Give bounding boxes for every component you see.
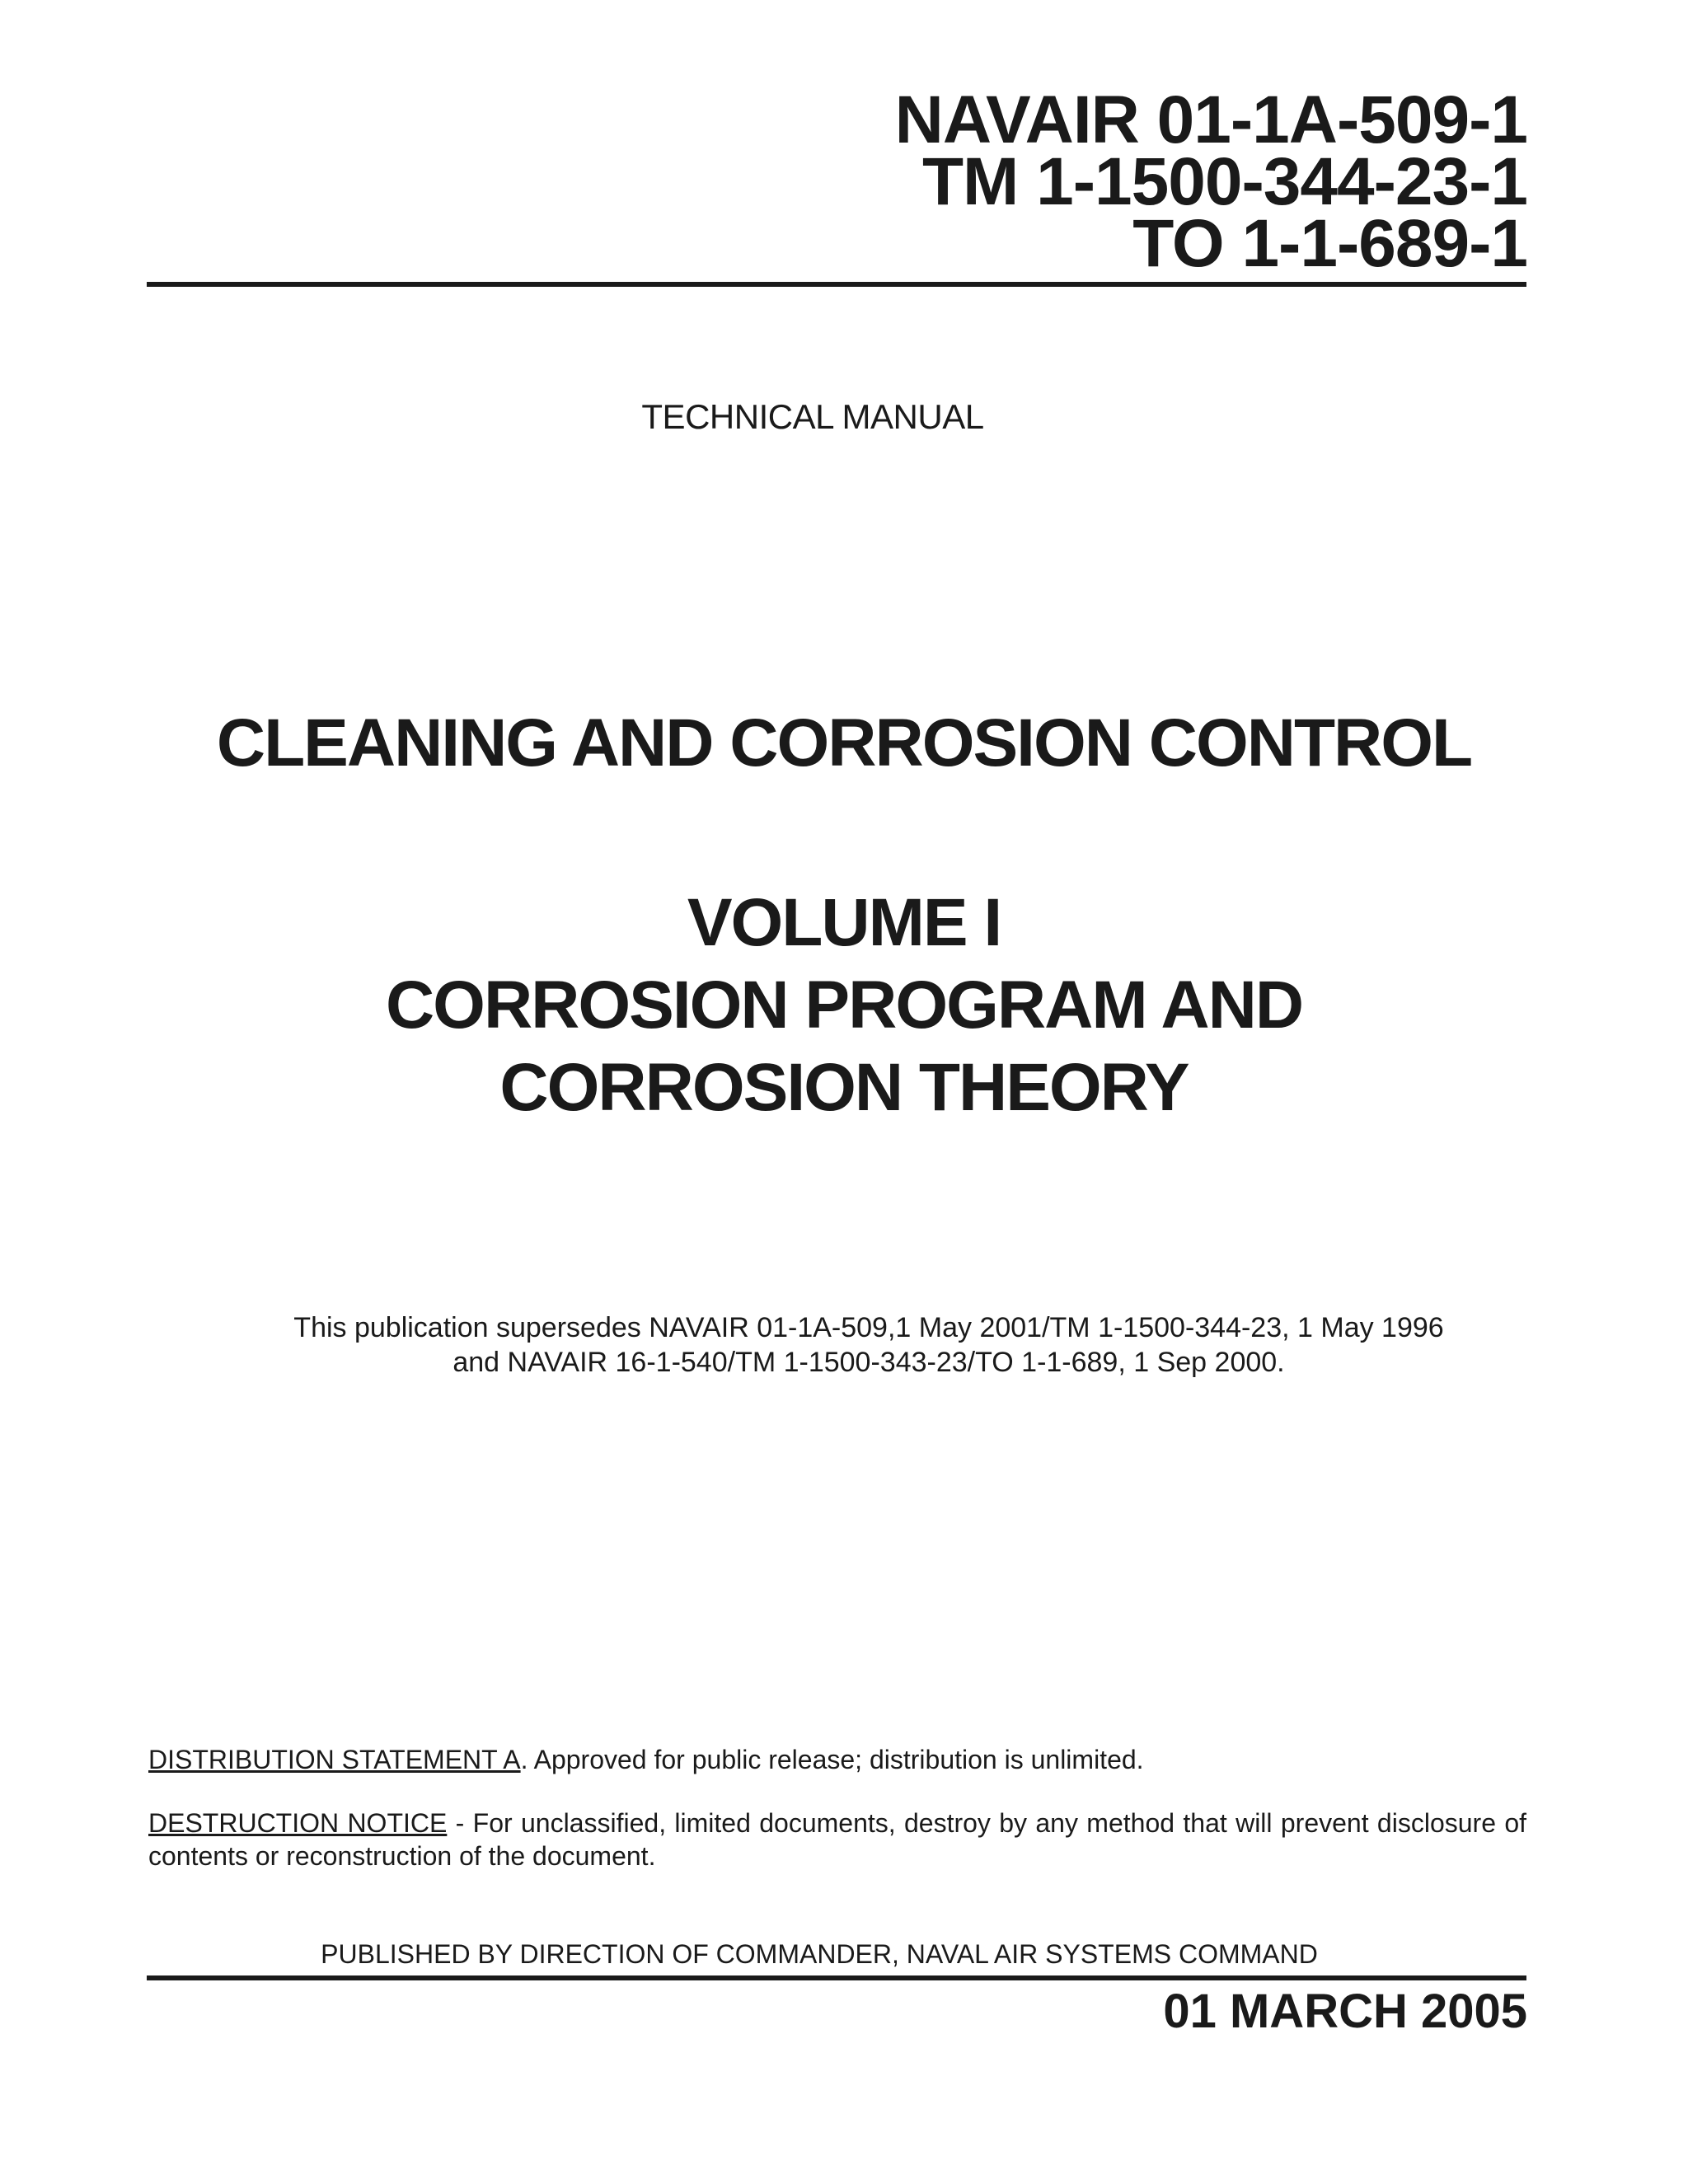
supersedes-line-2: and NAVAIR 16-1-540/TM 1-1500-343-23/TO 1-1-689, 1 Sep 2000. bbox=[452, 1347, 1285, 1378]
destruction-notice bbox=[148, 1807, 1526, 1872]
tm-number: TM 1-1500-344-23-1 bbox=[921, 144, 1527, 219]
distribution-statement bbox=[148, 1743, 1526, 1776]
supersedes-notice bbox=[25, 1310, 1688, 1380]
destruction-label: DESTRUCTION NOTICE bbox=[148, 1808, 448, 1838]
volume-line-1: CORROSION PROGRAM AND bbox=[385, 968, 1303, 1043]
to-number: TO 1-1-689-1 bbox=[1132, 206, 1527, 281]
volume-line-2: CORROSION THEORY bbox=[499, 1050, 1189, 1125]
volume-label: VOLUME I bbox=[687, 885, 1001, 960]
volume-title bbox=[0, 882, 1688, 1129]
footer-divider bbox=[147, 1975, 1526, 1980]
supersedes-line-1: This publication supersedes NAVAIR 01-1A-509,1 May 2001/TM 1-1500-344-23, 1 May 1996 bbox=[293, 1312, 1444, 1343]
destruction-text: - For unclassified, limited documents, destroy by any method that will prevent disclosure of contents or reconstruction of the document. bbox=[148, 1808, 1527, 1871]
publication-date: 01 MARCH 2005 bbox=[1163, 1985, 1527, 2038]
distribution-text: . Approved for public release; distribution is unlimited. bbox=[520, 1745, 1144, 1774]
published-by: PUBLISHED BY DIRECTION OF COMMANDER, NAVAL AIR SYSTEMS COMMAND bbox=[321, 1939, 1318, 1969]
header-divider bbox=[147, 282, 1526, 287]
document-type: TECHNICAL MANUAL bbox=[641, 397, 984, 436]
navair-number: NAVAIR 01-1A-509-1 bbox=[894, 82, 1527, 157]
distribution-label: DISTRIBUTION STATEMENT A bbox=[148, 1745, 521, 1774]
manual-title: CLEANING AND CORROSION CONTROL bbox=[216, 705, 1472, 780]
document-numbers bbox=[894, 82, 1527, 281]
